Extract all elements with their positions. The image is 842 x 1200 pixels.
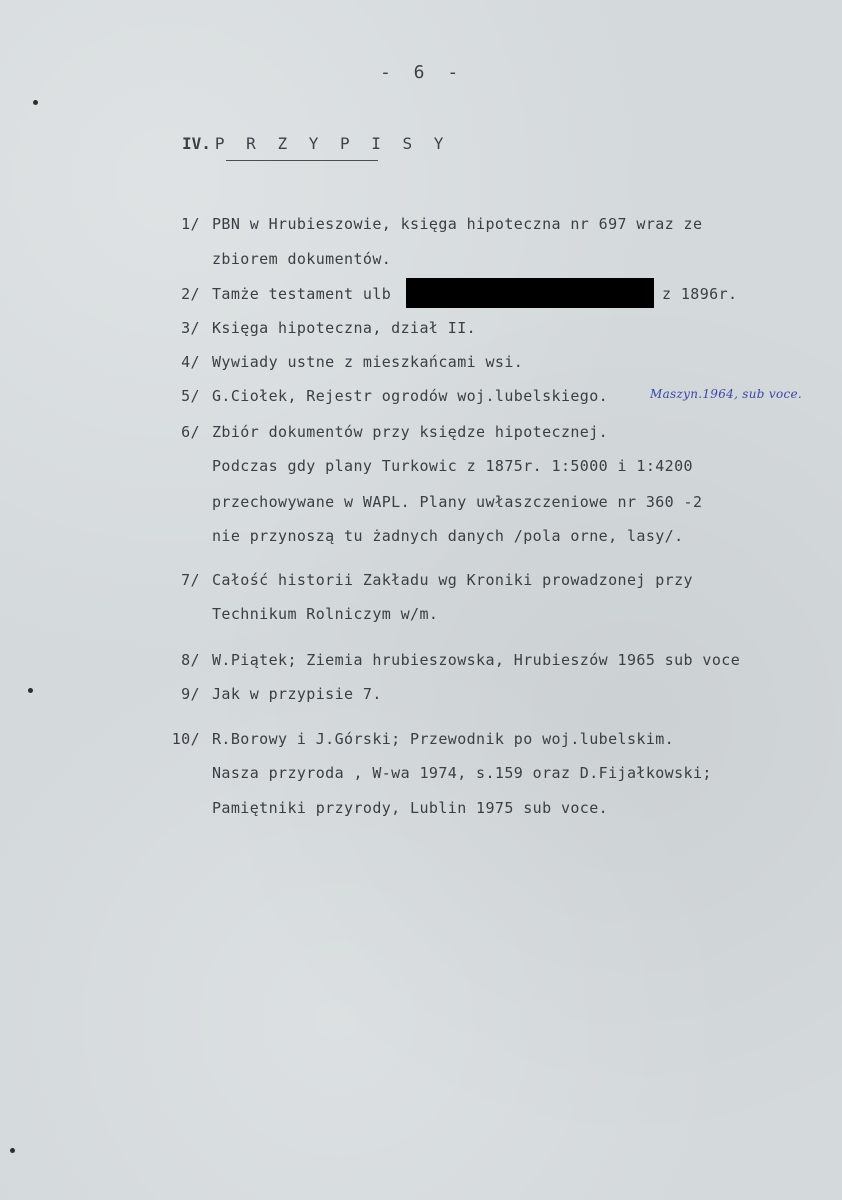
footnote-line: Technikum Rolniczym w/m.	[212, 605, 439, 623]
punch-hole-mark	[10, 1148, 15, 1153]
footnote-number: 3/	[181, 319, 200, 337]
footnote-line: W.Piątek; Ziemia hrubieszowska, Hrubieszów 1965 sub voce	[212, 651, 741, 669]
footnote-line: Pamiętniki przyrody, Lublin 1975 sub voce.	[212, 799, 609, 817]
handwritten-annotation: Maszyn.1964, sub voce.	[650, 387, 803, 401]
footnote-line: przechowywane w WAPL. Plany uwłaszczeniowe nr 360 -2	[212, 493, 703, 511]
footnote-line-after-redaction: z 1896r.	[662, 285, 738, 303]
footnote-number: 6/	[181, 423, 200, 441]
footnote-line: zbiorem dokumentów.	[212, 250, 392, 268]
footnote-number: 1/	[181, 215, 200, 233]
footnote-line: G.Ciołek, Rejestr ogrodów woj.lubelskiego.	[212, 387, 609, 405]
footnote-number: 5/	[181, 387, 200, 405]
section-title: P R Z Y P I S Y	[214, 134, 450, 153]
footnote-number: 8/	[181, 651, 200, 669]
section-heading	[182, 134, 449, 153]
punch-hole-mark	[33, 100, 38, 105]
page-number: - 6 -	[380, 62, 465, 83]
punch-hole-mark	[28, 688, 33, 693]
footnote-line: Księga hipoteczna, dział II.	[212, 319, 477, 337]
footnote-number: 2/	[181, 285, 200, 303]
heading-underline	[226, 160, 378, 161]
footnote-number: 4/	[181, 353, 200, 371]
footnote-number: 9/	[181, 685, 200, 703]
footnote-line: Zbiór dokumentów przy księdze hipotecznej.	[212, 423, 609, 441]
section-numeral: IV.	[182, 134, 211, 153]
footnote-line: Podczas gdy plany Turkowic z 1875r. 1:5000 i 1:4200	[212, 457, 693, 475]
footnote-number: 7/	[181, 571, 200, 589]
footnote-line: Nasza przyroda , W-wa 1974, s.159 oraz D.Fijałkowski;	[212, 764, 712, 782]
footnote-line: PBN w Hrubieszowie, księga hipoteczna nr 697 wraz ze	[212, 215, 703, 233]
footnote-line: Jak w przypisie 7.	[212, 685, 382, 703]
footnote-line: nie przynoszą tu żadnych danych /pola orne, lasy/.	[212, 527, 684, 545]
footnote-line: Całość historii Zakładu wg Kroniki prowadzonej przy	[212, 571, 693, 589]
footnote-number: 10/	[171, 730, 200, 748]
footnote-line: R.Borowy i J.Górski; Przewodnik po woj.lubelskim.	[212, 730, 675, 748]
footnote-line: Tamże testament ulb	[212, 285, 392, 303]
footnote-line: Wywiady ustne z mieszkańcami wsi.	[212, 353, 524, 371]
redaction-bar	[406, 278, 654, 308]
